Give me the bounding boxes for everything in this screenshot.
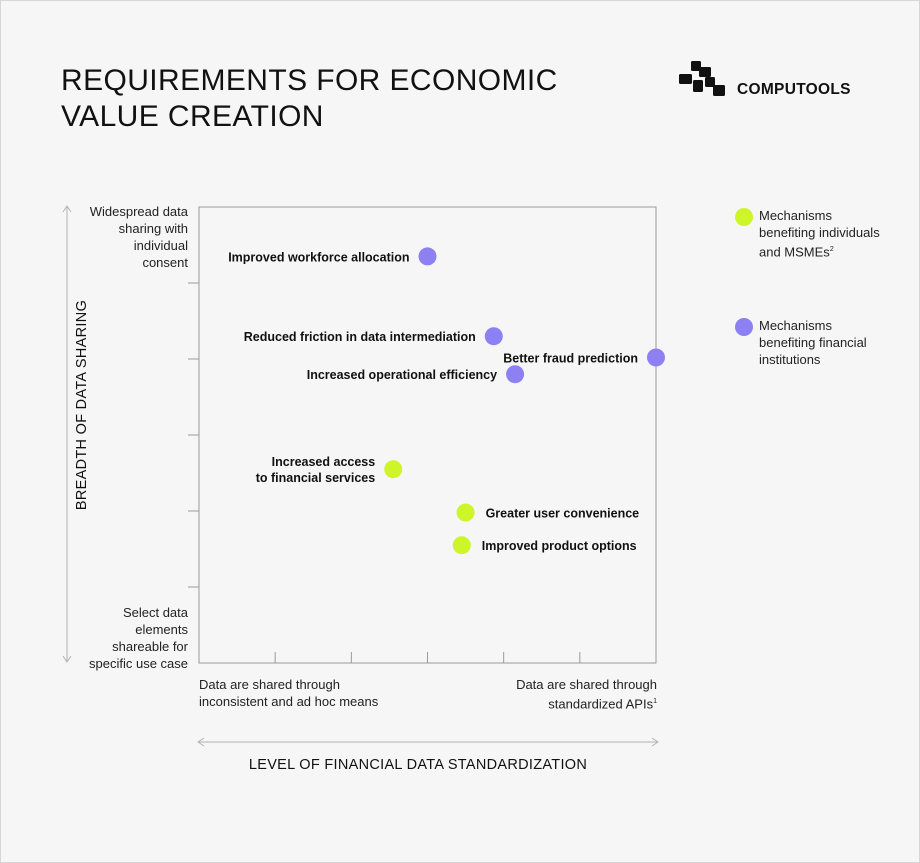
data-point-label: Improved workforce allocation: [228, 250, 410, 265]
data-point-label-line: to financial services: [255, 471, 376, 486]
y-axis-high-label: Widespread data sharing with individual consent: [89, 204, 188, 270]
x-axis-high-label: [492, 676, 657, 712]
legend-label-individuals-text: Mechanisms benefiting individuals and MSMEs: [759, 208, 880, 260]
page-title-line-1: REQUIREMENTS FOR ECONOMIC: [61, 64, 558, 97]
legend-label-institutions-text: Mechanisms benefiting financial institutions: [759, 318, 867, 367]
legend-label-institutions: [759, 317, 889, 368]
legend-label-individuals: [759, 207, 889, 260]
data-point-label: Better fraud prediction: [503, 351, 638, 366]
data-point-label-line: Increased access: [271, 455, 376, 470]
legend-footnote-individuals: 2: [829, 246, 834, 253]
legend-dot-individuals: [735, 208, 753, 226]
data-point-institutions: [506, 365, 524, 383]
data-point-label: Reduced friction in data intermediation: [243, 330, 476, 345]
data-point-label: [256, 455, 376, 485]
plot-frame: [199, 207, 656, 663]
data-point-institutions: [485, 327, 503, 345]
data-point-label: Increased operational efficiency: [306, 368, 498, 383]
y-axis-title: BREADTH OF DATA SHARING: [74, 299, 90, 511]
x-axis-low-label: [199, 676, 409, 710]
scatter-chart: [1, 1, 919, 862]
data-point-individuals: [457, 504, 475, 522]
brand-name: COMPUTOOLS: [737, 81, 851, 98]
legend-item-institutions: [735, 317, 885, 387]
data-point-institutions: [419, 247, 437, 265]
x-axis-high-label-text: Data are shared through standardized APIs: [516, 677, 657, 712]
page-title-line-2: VALUE CREATION: [61, 100, 324, 133]
data-point-individuals: [453, 536, 471, 554]
legend-dot-institutions: [735, 318, 753, 336]
x-axis-high-footnote: 1: [653, 698, 657, 705]
y-axis-low-label: Select data elements shareable for specific use case: [89, 605, 188, 671]
data-point-individuals: [384, 460, 402, 478]
x-axis-title: LEVEL OF FINANCIAL DATA STANDARDIZATION: [248, 757, 588, 773]
data-point-institutions: [647, 348, 665, 366]
legend-item-individuals: [735, 207, 885, 277]
data-point-label: Improved product options: [481, 539, 637, 554]
x-axis-low-label-text: Data are shared through inconsistent and ad hoc means: [199, 677, 379, 709]
data-point-label: Greater user convenience: [485, 506, 640, 521]
